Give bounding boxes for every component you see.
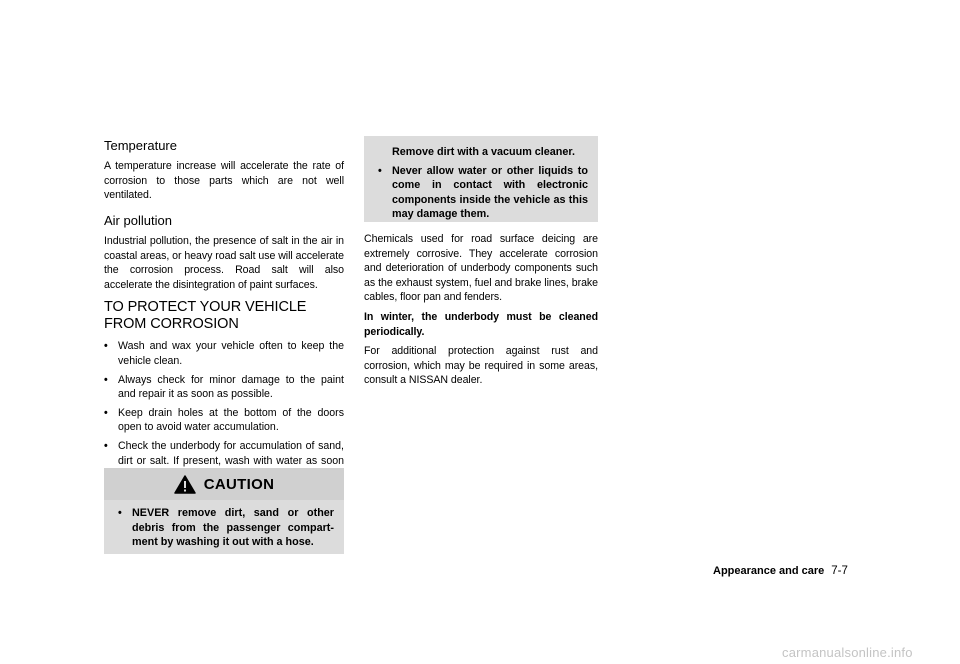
list-item: • Wash and wax your vehicle often to keep the vehicle clean. [104,340,344,368]
bullet-icon: • [104,440,108,452]
air-pollution-paragraph: Industrial pollution, the presence of salt in the air in coastal areas, or heavy road salt use will accelerate the corrosion process. Road salt will also accelerate the disintegration of paint surfaces. [104,235,344,292]
caution-box [104,468,344,554]
protect-bullet-list [104,339,344,482]
bullet-icon: • [104,340,108,353]
bullet-icon: • [104,406,108,419]
bullet-icon: • [104,373,108,386]
watermark: carmanualsonline.info [782,645,913,660]
page-footer [713,565,848,577]
temperature-paragraph: A temperature increase will accelerate the rate of corrosion to those parts which are not well ventilated. [104,160,344,202]
caution-item-continuation: Remove dirt with a vacuum cleaner. [392,146,576,158]
caution-item: • NEVER remove dirt, sand or other debris from the passenger compart-ment by washing it out with a hose. [118,507,334,549]
caution-title: CAUTION [203,475,275,493]
chemicals-paragraph: Chemicals used for road surface deicing are extremely corrosive. They accelerate corrosion and deterioration of underbody components such as the exhaust system, fuel and brake lines, brake cables, floor pan and fenders. [364,233,598,304]
caution-list [104,506,344,550]
right-column [364,232,598,393]
bullet-icon: • [118,507,122,519]
left-column [104,136,344,487]
caution-list-continued [364,164,598,222]
dealer-paragraph: For additional protection against rust and corrosion, which may be required in some areas, consult a NISSAN dealer. [364,345,598,387]
footer-section-title: Appearance and care [713,565,825,577]
page-number: 7-7 [831,565,848,577]
protect-vehicle-heading: TO PROTECT YOUR VEHICLE FROM CORROSION [104,298,307,333]
list-item: • Keep drain holes at the bottom of the doors open to avoid water accumulation. [104,406,344,434]
temperature-heading: Temperature [104,138,177,153]
bullet-icon: • [378,164,382,177]
air-pollution-heading: Air pollution [104,213,172,229]
list-item: • Check the underbody for accumulation of sand, dirt or salt. If present, wash with water as soon [104,440,344,467]
caution-header [104,468,344,500]
list-item: • Always check for minor damage to the paint and repair it as soon as possible. [104,373,344,401]
caution-box-continued [364,136,598,222]
underbody-paragraph: In winter, the underbody must be cleaned periodically. [364,310,598,338]
caution-item: • Never allow water or other liquids to come in contact with electronic components inside the vehicle as this may damage them. [378,164,588,221]
warning-triangle-icon [174,475,196,494]
